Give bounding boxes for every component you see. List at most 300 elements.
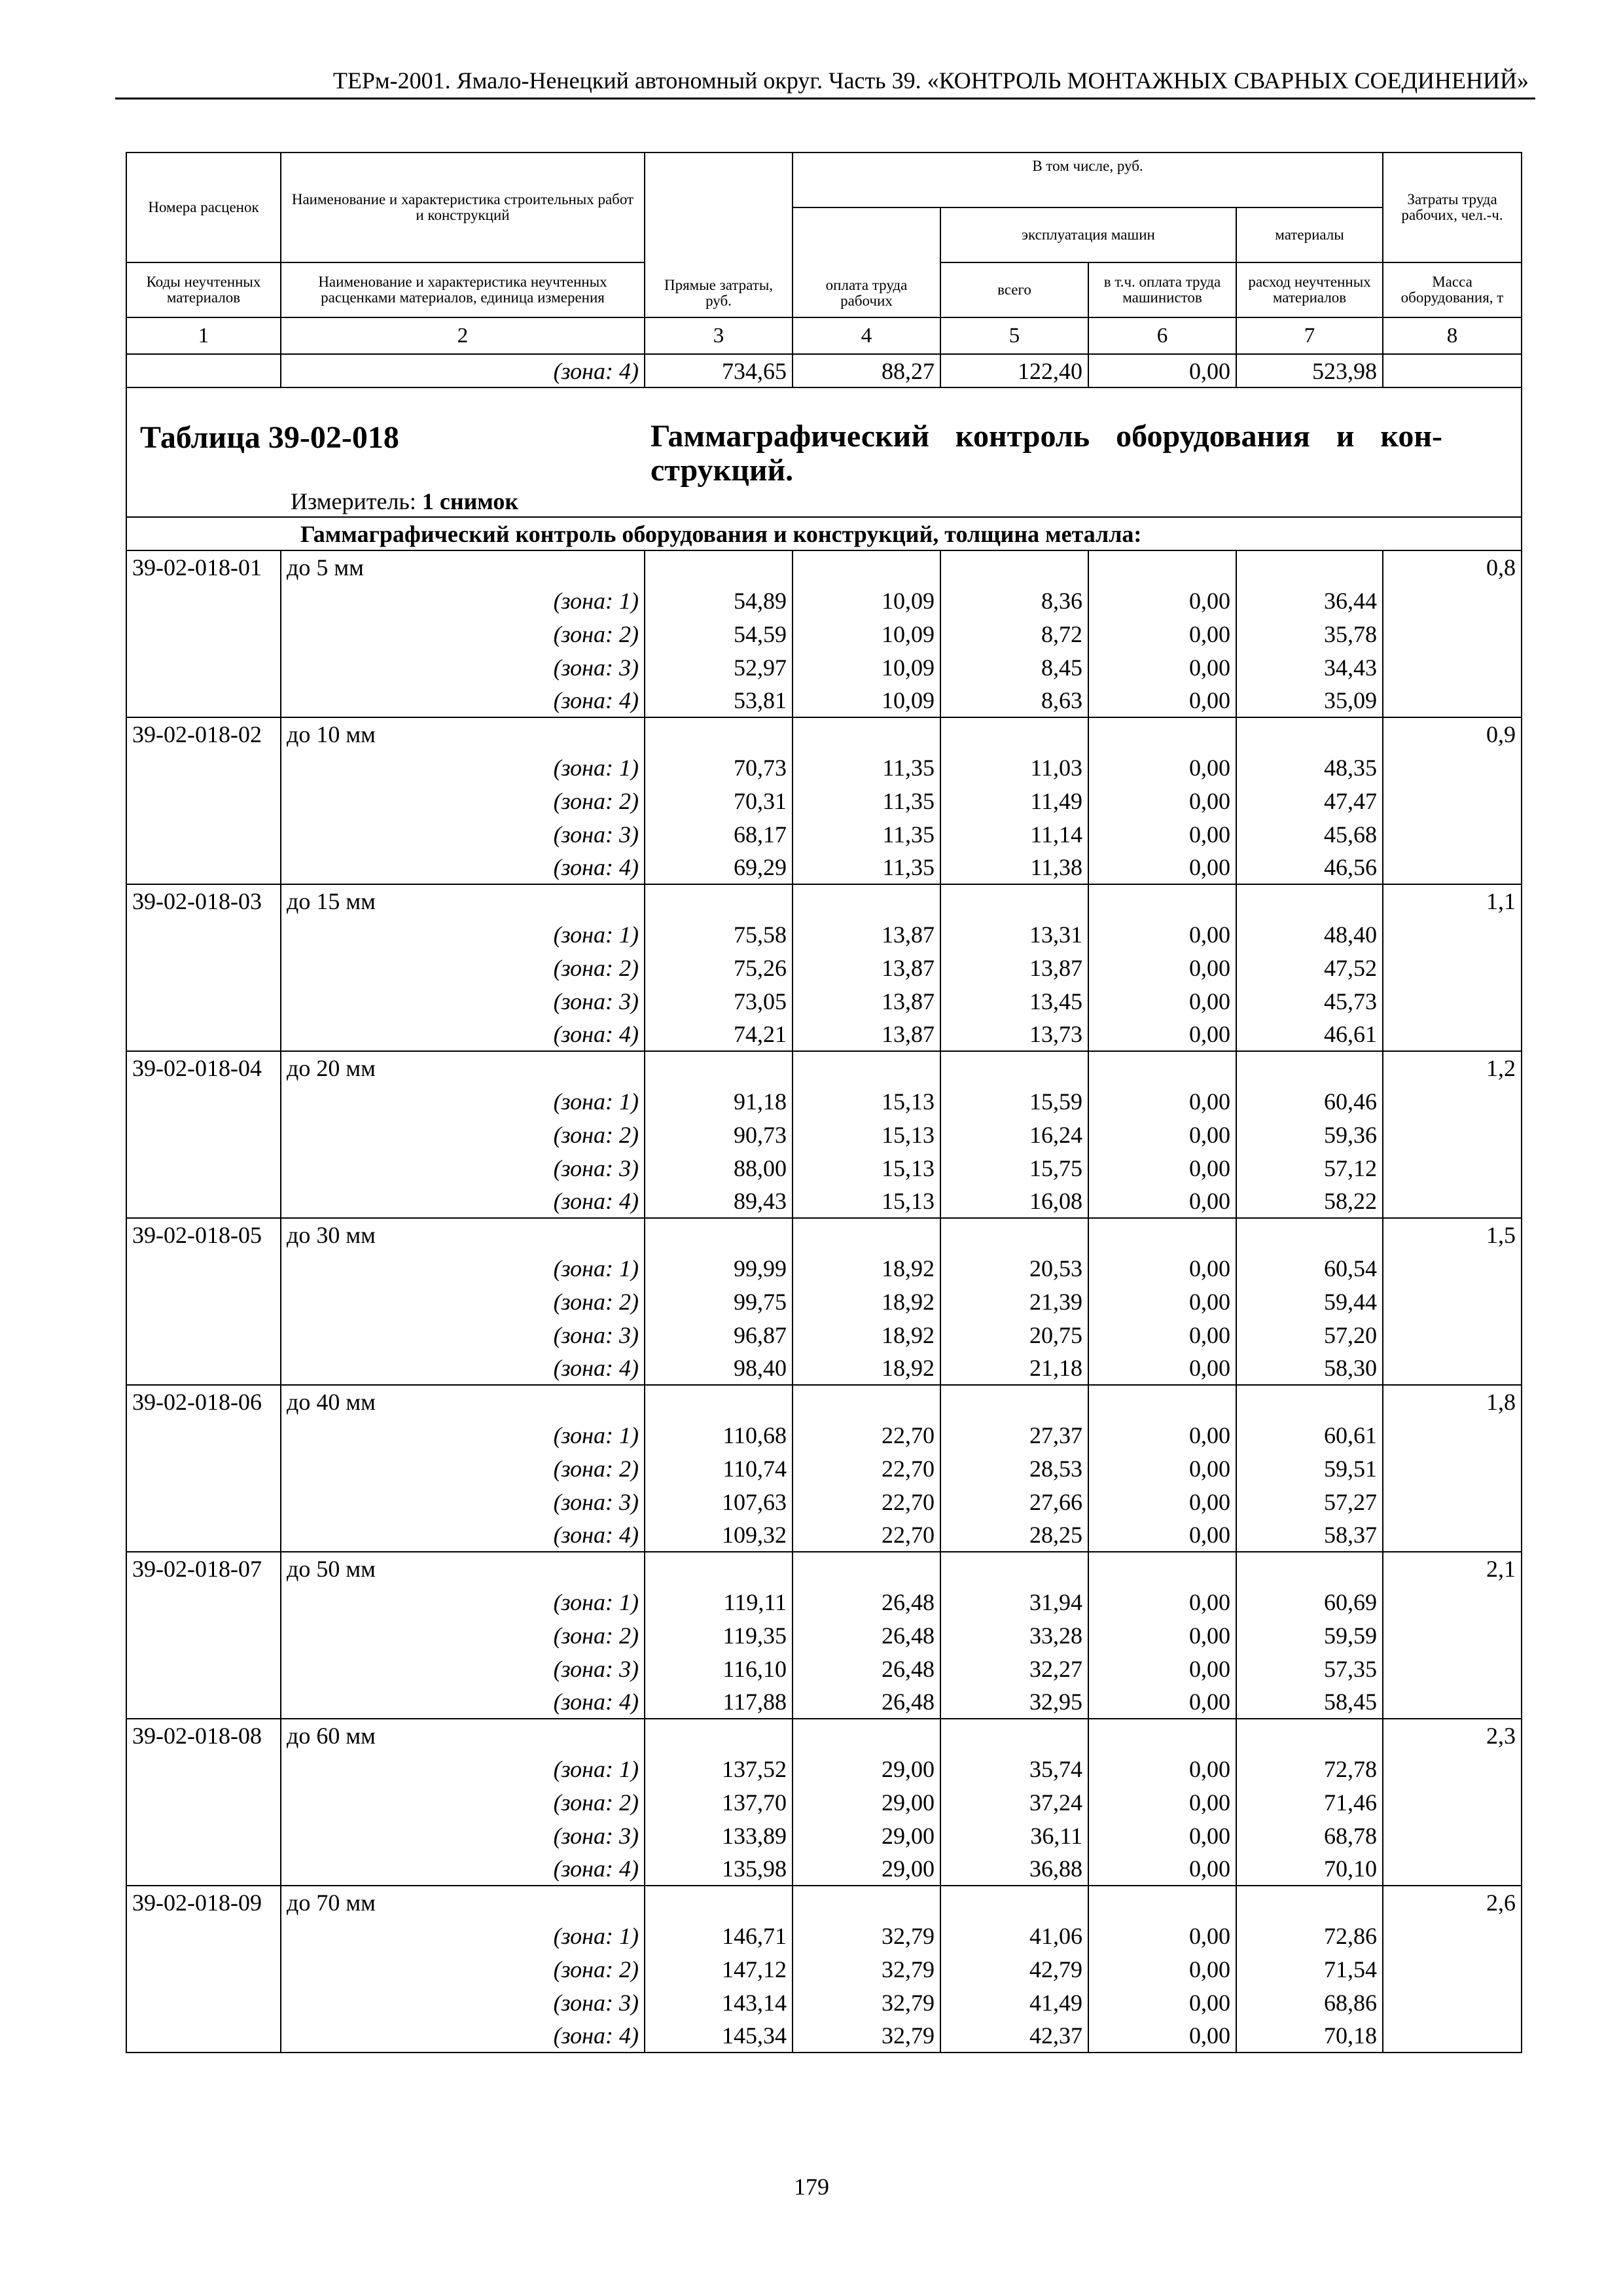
machines-total: 32,95 bbox=[940, 1685, 1088, 1719]
materials-cost: 71,54 bbox=[1236, 1952, 1383, 1986]
page-number: 179 bbox=[794, 2174, 829, 2200]
operators-pay: 0,00 bbox=[1088, 1819, 1236, 1852]
direct-cost: 110,68 bbox=[645, 1418, 793, 1452]
col-direct-costs: Прямые затраты, руб. bbox=[645, 152, 793, 317]
machines-total: 21,39 bbox=[940, 1285, 1088, 1318]
zone-label: (зона: 1) bbox=[281, 1251, 645, 1285]
rate-code: 39-02-018-04 bbox=[126, 1051, 281, 1085]
operators-pay: 0,00 bbox=[1088, 751, 1236, 784]
zone-row bbox=[126, 1418, 1522, 1452]
labor-pay: 29,00 bbox=[793, 1752, 940, 1785]
col-number: 3 bbox=[645, 317, 793, 354]
direct-cost: 53,81 bbox=[645, 684, 793, 717]
materials-cost: 58,37 bbox=[1236, 1518, 1383, 1552]
direct-cost: 74,21 bbox=[645, 1018, 793, 1051]
direct-cost: 54,89 bbox=[645, 584, 793, 617]
zone-label: (зона: 2) bbox=[281, 1118, 645, 1151]
machines-total: 27,37 bbox=[940, 1418, 1088, 1452]
labor-cost: 1,2 bbox=[1383, 1051, 1522, 1085]
col-number: 5 bbox=[940, 317, 1088, 354]
materials-cost: 60,61 bbox=[1236, 1418, 1383, 1452]
zone-label: (зона: 3) bbox=[281, 1652, 645, 1685]
operators-pay: 0,00 bbox=[1088, 1752, 1236, 1785]
labor-pay: 32,79 bbox=[793, 1919, 940, 1952]
direct-cost: 117,88 bbox=[645, 1685, 793, 1719]
direct-cost: 109,32 bbox=[645, 1518, 793, 1552]
labor-pay: 32,79 bbox=[793, 2019, 940, 2053]
labor-pay: 22,70 bbox=[793, 1485, 940, 1518]
rate-name: до 30 мм bbox=[281, 1218, 645, 1251]
machines-total: 16,24 bbox=[940, 1118, 1088, 1151]
direct-cost: 73,05 bbox=[645, 984, 793, 1018]
rate-code: 39-02-018-06 bbox=[126, 1385, 281, 1418]
rate-name: до 10 мм bbox=[281, 717, 645, 751]
materials-cost: 71,46 bbox=[1236, 1785, 1383, 1819]
direct-cost: 70,31 bbox=[645, 784, 793, 817]
materials-cost: 68,86 bbox=[1236, 1986, 1383, 2019]
zone-label: (зона: 4) bbox=[281, 1352, 645, 1385]
operators-pay: 0,00 bbox=[1088, 1685, 1236, 1719]
labor-pay: 18,92 bbox=[793, 1285, 940, 1318]
zone-row bbox=[126, 1685, 1522, 1719]
operators-pay: 0,00 bbox=[1088, 617, 1236, 651]
labor-pay: 13,87 bbox=[793, 951, 940, 984]
zone-label: (зона: 2) bbox=[281, 1452, 645, 1485]
machines-total: 11,49 bbox=[940, 784, 1088, 817]
zone-label: (зона: 3) bbox=[281, 1485, 645, 1518]
labor-pay: 88,27 bbox=[793, 354, 940, 387]
operators-pay: 0,00 bbox=[1088, 1118, 1236, 1151]
machines-total: 8,45 bbox=[940, 651, 1088, 684]
direct-cost: 52,97 bbox=[645, 651, 793, 684]
direct-cost: 89,43 bbox=[645, 1185, 793, 1218]
zone-row bbox=[126, 1952, 1522, 1986]
rate-code: 39-02-018-03 bbox=[126, 884, 281, 918]
operators-pay: 0,00 bbox=[1088, 918, 1236, 951]
machines-total: 15,59 bbox=[940, 1085, 1088, 1118]
machines-total: 11,14 bbox=[940, 817, 1088, 851]
rate-code: 39-02-018-07 bbox=[126, 1552, 281, 1585]
operators-pay: 0,00 bbox=[1088, 1251, 1236, 1285]
labor-pay: 22,70 bbox=[793, 1452, 940, 1485]
materials-cost: 58,22 bbox=[1236, 1185, 1383, 1218]
table-title-row bbox=[126, 387, 1522, 517]
direct-cost: 90,73 bbox=[645, 1118, 793, 1151]
labor-pay: 18,92 bbox=[793, 1318, 940, 1352]
labor-cost: 0,9 bbox=[1383, 717, 1522, 751]
rate-code: 39-02-018-05 bbox=[126, 1218, 281, 1251]
labor-cost: 2,6 bbox=[1383, 1886, 1522, 1919]
zone-row bbox=[126, 1652, 1522, 1685]
measure-value: 1 снимок bbox=[421, 488, 519, 514]
materials-cost: 57,27 bbox=[1236, 1485, 1383, 1518]
materials-cost: 68,78 bbox=[1236, 1819, 1383, 1852]
col-including: В том числе, руб. bbox=[793, 152, 1383, 207]
operators-pay: 0,00 bbox=[1088, 1619, 1236, 1652]
direct-cost: 137,52 bbox=[645, 1752, 793, 1785]
operators-pay: 0,00 bbox=[1088, 684, 1236, 717]
zone-row bbox=[126, 2019, 1522, 2053]
operators-pay: 0,00 bbox=[1088, 984, 1236, 1018]
direct-cost: 68,17 bbox=[645, 817, 793, 851]
operators-pay: 0,00 bbox=[1088, 2019, 1236, 2053]
zone-row bbox=[126, 1118, 1522, 1151]
operators-pay: 0,00 bbox=[1088, 584, 1236, 617]
labor-pay: 10,09 bbox=[793, 651, 940, 684]
rate-row bbox=[126, 1886, 1522, 1919]
zone-label: (зона: 4) bbox=[281, 2019, 645, 2053]
materials-cost: 45,68 bbox=[1236, 817, 1383, 851]
zone-row bbox=[126, 1619, 1522, 1652]
operators-pay: 0,00 bbox=[1088, 1852, 1236, 1886]
zone-row bbox=[126, 1819, 1522, 1852]
labor-pay: 10,09 bbox=[793, 617, 940, 651]
labor-pay: 26,48 bbox=[793, 1652, 940, 1685]
labor-pay: 29,00 bbox=[793, 1819, 940, 1852]
zone-row bbox=[126, 1919, 1522, 1952]
labor-pay: 10,09 bbox=[793, 584, 940, 617]
zone-row bbox=[126, 1852, 1522, 1886]
materials-cost: 523,98 bbox=[1236, 354, 1383, 387]
operators-pay: 0,00 bbox=[1088, 1652, 1236, 1685]
zone-label: (зона: 4) bbox=[281, 1518, 645, 1552]
labor-pay: 13,87 bbox=[793, 918, 940, 951]
materials-cost: 60,54 bbox=[1236, 1251, 1383, 1285]
machines-total: 122,40 bbox=[940, 354, 1088, 387]
zone-row bbox=[126, 751, 1522, 784]
running-header-text: ТЕРм-2001. Ямало-Ненецкий автономный округ. Часть 39. «КОНТРОЛЬ МОНТАЖНЫХ СВАРНЫХ СОЕДИНЕНИЙ» bbox=[332, 67, 1529, 94]
col-number: 2 bbox=[281, 317, 645, 354]
zone-row bbox=[126, 1151, 1522, 1185]
zone-label: (зона: 3) bbox=[281, 1819, 645, 1852]
machines-total: 41,49 bbox=[940, 1986, 1088, 2019]
direct-cost: 70,73 bbox=[645, 751, 793, 784]
direct-cost: 75,26 bbox=[645, 951, 793, 984]
zone-row bbox=[126, 817, 1522, 851]
machines-total: 8,72 bbox=[940, 617, 1088, 651]
machines-total: 32,27 bbox=[940, 1652, 1088, 1685]
zone-row bbox=[126, 918, 1522, 951]
machines-total: 37,24 bbox=[940, 1785, 1088, 1819]
zone-row bbox=[126, 851, 1522, 884]
machines-total: 20,53 bbox=[940, 1251, 1088, 1285]
rate-name: до 70 мм bbox=[281, 1886, 645, 1919]
labor-pay: 26,48 bbox=[793, 1585, 940, 1619]
materials-cost: 59,59 bbox=[1236, 1619, 1383, 1652]
col-material-name: Наименование и характеристика неучтенных расценками материалов, единица измерения bbox=[281, 262, 645, 317]
labor-pay: 11,35 bbox=[793, 851, 940, 884]
rate-name: до 60 мм bbox=[281, 1719, 645, 1752]
rate-row bbox=[126, 1218, 1522, 1251]
materials-cost: 36,44 bbox=[1236, 584, 1383, 617]
materials-cost: 59,44 bbox=[1236, 1285, 1383, 1318]
zone-row bbox=[126, 1285, 1522, 1318]
rate-name: до 15 мм bbox=[281, 884, 645, 918]
rate-row bbox=[126, 717, 1522, 751]
operators-pay: 0,00 bbox=[1088, 1185, 1236, 1218]
col-total: всего bbox=[940, 262, 1088, 317]
zone-label: (зона: 1) bbox=[281, 918, 645, 951]
rate-name: до 20 мм bbox=[281, 1051, 645, 1085]
labor-pay: 13,87 bbox=[793, 1018, 940, 1051]
table-title: Гаммаграфический контроль оборудования и кон-струкций. bbox=[651, 419, 1443, 488]
operators-pay: 0,00 bbox=[1088, 1318, 1236, 1352]
labor-pay: 11,35 bbox=[793, 751, 940, 784]
direct-cost: 734,65 bbox=[645, 354, 793, 387]
carryover-row bbox=[126, 354, 1522, 387]
rate-code: 39-02-018-01 bbox=[126, 550, 281, 584]
col-rate-numbers: Номера расценок bbox=[126, 152, 281, 262]
zone-label: (зона: 1) bbox=[281, 1418, 645, 1452]
materials-cost: 46,56 bbox=[1236, 851, 1383, 884]
rate-row bbox=[126, 1552, 1522, 1585]
direct-cost: 119,35 bbox=[645, 1619, 793, 1652]
zone-row bbox=[126, 984, 1522, 1018]
rate-name: до 50 мм bbox=[281, 1552, 645, 1585]
zone-row bbox=[126, 584, 1522, 617]
col-labor-pay: оплата труда рабочих bbox=[793, 207, 940, 317]
direct-cost: 96,87 bbox=[645, 1318, 793, 1352]
zone-label: (зона: 1) bbox=[281, 1085, 645, 1118]
rate-row bbox=[126, 1385, 1522, 1418]
materials-cost: 60,46 bbox=[1236, 1085, 1383, 1118]
materials-cost: 60,69 bbox=[1236, 1585, 1383, 1619]
labor-pay: 29,00 bbox=[793, 1785, 940, 1819]
zone-label: (зона: 4) bbox=[281, 354, 645, 387]
zone-row bbox=[126, 1452, 1522, 1485]
zone-row bbox=[126, 651, 1522, 684]
zone-row bbox=[126, 1485, 1522, 1518]
labor-pay: 18,92 bbox=[793, 1352, 940, 1385]
labor-pay: 15,13 bbox=[793, 1151, 940, 1185]
machines-total: 27,66 bbox=[940, 1485, 1088, 1518]
labor-pay: 15,13 bbox=[793, 1085, 940, 1118]
rate-name: до 40 мм bbox=[281, 1385, 645, 1418]
section-heading-row bbox=[126, 517, 1522, 550]
materials-cost: 45,73 bbox=[1236, 984, 1383, 1018]
machines-total: 11,03 bbox=[940, 751, 1088, 784]
zone-label: (зона: 2) bbox=[281, 1785, 645, 1819]
machines-total: 8,36 bbox=[940, 584, 1088, 617]
machines-total: 41,06 bbox=[940, 1919, 1088, 1952]
materials-cost: 59,51 bbox=[1236, 1452, 1383, 1485]
direct-cost: 119,11 bbox=[645, 1585, 793, 1619]
labor-pay: 26,48 bbox=[793, 1619, 940, 1652]
direct-cost: 116,10 bbox=[645, 1652, 793, 1685]
labor-pay: 22,70 bbox=[793, 1518, 940, 1552]
labor-pay: 11,35 bbox=[793, 784, 940, 817]
labor-cost: 1,8 bbox=[1383, 1385, 1522, 1418]
materials-cost: 58,30 bbox=[1236, 1352, 1383, 1385]
zone-row bbox=[126, 1785, 1522, 1819]
labor-pay: 15,13 bbox=[793, 1118, 940, 1151]
operators-pay: 0,00 bbox=[1088, 651, 1236, 684]
zone-label: (зона: 4) bbox=[281, 1018, 645, 1051]
materials-cost: 57,20 bbox=[1236, 1318, 1383, 1352]
direct-cost: 54,59 bbox=[645, 617, 793, 651]
machines-total: 28,53 bbox=[940, 1452, 1088, 1485]
labor-cost: 0,8 bbox=[1383, 550, 1522, 584]
direct-cost: 91,18 bbox=[645, 1085, 793, 1118]
machines-total: 11,38 bbox=[940, 851, 1088, 884]
zone-row bbox=[126, 1352, 1522, 1385]
machines-total: 36,11 bbox=[940, 1819, 1088, 1852]
machines-total: 13,45 bbox=[940, 984, 1088, 1018]
materials-cost: 47,47 bbox=[1236, 784, 1383, 817]
labor-pay: 11,35 bbox=[793, 817, 940, 851]
machines-total: 35,74 bbox=[940, 1752, 1088, 1785]
zone-row bbox=[126, 617, 1522, 651]
operators-pay: 0,00 bbox=[1088, 1986, 1236, 2019]
direct-cost: 135,98 bbox=[645, 1852, 793, 1886]
col-material-codes: Коды неучтенных материалов bbox=[126, 262, 281, 317]
zone-label: (зона: 2) bbox=[281, 951, 645, 984]
col-number: 1 bbox=[126, 317, 281, 354]
materials-cost: 35,78 bbox=[1236, 617, 1383, 651]
col-machine-operation: эксплуатация машин bbox=[940, 207, 1236, 262]
operators-pay: 0,00 bbox=[1088, 1952, 1236, 1986]
machines-total: 28,25 bbox=[940, 1518, 1088, 1552]
zone-label: (зона: 3) bbox=[281, 1318, 645, 1352]
zone-row bbox=[126, 1986, 1522, 2019]
materials-cost: 72,78 bbox=[1236, 1752, 1383, 1785]
zone-label: (зона: 4) bbox=[281, 1185, 645, 1218]
machines-total: 31,94 bbox=[940, 1585, 1088, 1619]
operators-pay: 0,00 bbox=[1088, 354, 1236, 387]
labor-cost: 1,5 bbox=[1383, 1218, 1522, 1251]
zone-label: (зона: 4) bbox=[281, 1852, 645, 1886]
operators-pay: 0,00 bbox=[1088, 1151, 1236, 1185]
operators-pay: 0,00 bbox=[1088, 1585, 1236, 1619]
operators-pay: 0,00 bbox=[1088, 817, 1236, 851]
zone-row bbox=[126, 1518, 1522, 1552]
labor-pay: 18,92 bbox=[793, 1251, 940, 1285]
labor-pay: 29,00 bbox=[793, 1852, 940, 1886]
rate-row bbox=[126, 1719, 1522, 1752]
zone-label: (зона: 3) bbox=[281, 984, 645, 1018]
machines-total: 42,79 bbox=[940, 1952, 1088, 1986]
materials-cost: 57,12 bbox=[1236, 1151, 1383, 1185]
direct-cost: 143,14 bbox=[645, 1986, 793, 2019]
materials-cost: 48,35 bbox=[1236, 751, 1383, 784]
zone-label: (зона: 4) bbox=[281, 851, 645, 884]
zone-row bbox=[126, 1585, 1522, 1619]
operators-pay: 0,00 bbox=[1088, 784, 1236, 817]
operators-pay: 0,00 bbox=[1088, 1452, 1236, 1485]
zone-row bbox=[126, 1318, 1522, 1352]
materials-cost: 48,40 bbox=[1236, 918, 1383, 951]
operators-pay: 0,00 bbox=[1088, 1085, 1236, 1118]
zone-label: (зона: 1) bbox=[281, 1585, 645, 1619]
zone-row bbox=[126, 1018, 1522, 1051]
zone-row bbox=[126, 784, 1522, 817]
zone-label: (зона: 4) bbox=[281, 684, 645, 717]
labor-pay: 32,79 bbox=[793, 1952, 940, 1986]
direct-cost: 88,00 bbox=[645, 1151, 793, 1185]
machines-total: 13,31 bbox=[940, 918, 1088, 951]
machines-total: 16,08 bbox=[940, 1185, 1088, 1218]
col-operator-pay: в т.ч. оплата труда машинистов bbox=[1088, 262, 1236, 317]
operators-pay: 0,00 bbox=[1088, 1485, 1236, 1518]
materials-cost: 46,61 bbox=[1236, 1018, 1383, 1051]
zone-row bbox=[126, 684, 1522, 717]
materials-cost: 34,43 bbox=[1236, 651, 1383, 684]
table-body bbox=[126, 354, 1522, 2053]
col-work-name: Наименование и характеристика строительных работ и конструкций bbox=[281, 152, 645, 262]
zone-label: (зона: 2) bbox=[281, 1952, 645, 1986]
zone-label: (зона: 3) bbox=[281, 1986, 645, 2019]
col-number: 4 bbox=[793, 317, 940, 354]
zone-label: (зона: 3) bbox=[281, 1151, 645, 1185]
materials-cost: 59,36 bbox=[1236, 1118, 1383, 1151]
col-unaccounted-materials: расход неучтенных материалов bbox=[1236, 262, 1383, 317]
col-number: 8 bbox=[1383, 317, 1522, 354]
labor-pay: 22,70 bbox=[793, 1418, 940, 1452]
machines-total: 33,28 bbox=[940, 1619, 1088, 1652]
rate-row bbox=[126, 550, 1522, 584]
operators-pay: 0,00 bbox=[1088, 1352, 1236, 1385]
materials-cost: 57,35 bbox=[1236, 1652, 1383, 1685]
labor-pay: 26,48 bbox=[793, 1685, 940, 1719]
rate-code: 39-02-018-08 bbox=[126, 1719, 281, 1752]
direct-cost: 147,12 bbox=[645, 1952, 793, 1986]
rates-table bbox=[126, 152, 1522, 2053]
running-header bbox=[115, 59, 1535, 99]
measure-label: Измеритель: bbox=[291, 488, 416, 514]
operators-pay: 0,00 bbox=[1088, 951, 1236, 984]
rate-code: 39-02-018-09 bbox=[126, 1886, 281, 1919]
zone-label: (зона: 3) bbox=[281, 817, 645, 851]
col-equipment-mass: Масса оборудования, т bbox=[1383, 262, 1522, 317]
zone-label: (зона: 3) bbox=[281, 651, 645, 684]
table-number: Таблица 39-02-018 bbox=[140, 420, 399, 455]
zone-label: (зона: 1) bbox=[281, 584, 645, 617]
operators-pay: 0,00 bbox=[1088, 1285, 1236, 1318]
labor-cost: 2,1 bbox=[1383, 1552, 1522, 1585]
direct-cost: 146,71 bbox=[645, 1919, 793, 1952]
rate-row bbox=[126, 1051, 1522, 1085]
operators-pay: 0,00 bbox=[1088, 1785, 1236, 1819]
machines-total: 13,87 bbox=[940, 951, 1088, 984]
zone-row bbox=[126, 1085, 1522, 1118]
section-heading: Гаммаграфический контроль оборудования и конструкций, толщина металла: bbox=[281, 517, 1522, 550]
direct-cost: 107,63 bbox=[645, 1485, 793, 1518]
direct-cost: 137,70 bbox=[645, 1785, 793, 1819]
operators-pay: 0,00 bbox=[1088, 1518, 1236, 1552]
operators-pay: 0,00 bbox=[1088, 1919, 1236, 1952]
rate-name: до 5 мм bbox=[281, 550, 645, 584]
direct-cost: 69,29 bbox=[645, 851, 793, 884]
labor-cost: 1,1 bbox=[1383, 884, 1522, 918]
direct-cost: 145,34 bbox=[645, 2019, 793, 2053]
machines-total: 8,63 bbox=[940, 684, 1088, 717]
materials-cost: 47,52 bbox=[1236, 951, 1383, 984]
measure-unit bbox=[291, 488, 518, 515]
materials-cost: 70,10 bbox=[1236, 1852, 1383, 1886]
col-number: 7 bbox=[1236, 317, 1383, 354]
zone-label: (зона: 4) bbox=[281, 1685, 645, 1719]
machines-total: 42,37 bbox=[940, 2019, 1088, 2053]
machines-total: 21,18 bbox=[940, 1352, 1088, 1385]
col-labor-cost: Затраты труда рабочих, чел.-ч. bbox=[1383, 152, 1522, 262]
zone-label: (зона: 1) bbox=[281, 1919, 645, 1952]
labor-pay: 32,79 bbox=[793, 1986, 940, 2019]
materials-cost: 70,18 bbox=[1236, 2019, 1383, 2053]
zone-row bbox=[126, 1185, 1522, 1218]
zone-label: (зона: 1) bbox=[281, 1752, 645, 1785]
zone-row bbox=[126, 1251, 1522, 1285]
zone-row bbox=[126, 1752, 1522, 1785]
